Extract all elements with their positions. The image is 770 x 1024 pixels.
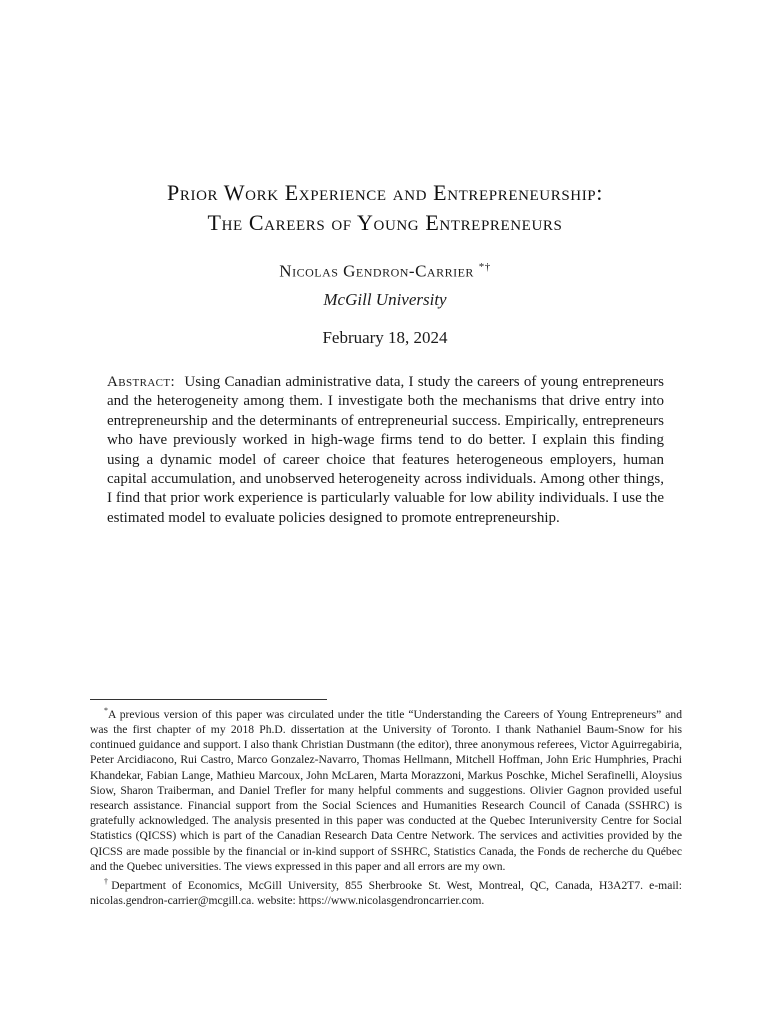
title-line-2: The Careers of Young Entrepreneurs xyxy=(207,210,563,235)
author-footnote-marks: *† xyxy=(478,261,491,273)
abstract-label: Abstract: xyxy=(107,374,176,390)
paper-title xyxy=(0,178,770,238)
footnote-2-mark: † xyxy=(104,877,112,887)
footnote-1-mark: * xyxy=(104,706,108,715)
footnote-2-text: Department of Economics, McGill University, 855 Sherbrooke St. West, Montreal, QC, Canada, H3A2T7. e-mail: nicolas.gendron-carrier@mcgill.ca. website: https://www.nicolasgendroncarrier.com. xyxy=(90,878,683,908)
author-name: Nicolas Gendron-Carrier xyxy=(279,261,474,281)
author-line xyxy=(0,261,770,282)
paper-date: February 18, 2024 xyxy=(322,328,448,347)
footnote-divider xyxy=(90,699,327,700)
affiliation: McGill University xyxy=(323,290,447,309)
title-line-1: Prior Work Experience and Entrepreneurship: xyxy=(167,180,603,205)
footnotes xyxy=(90,703,682,908)
abstract-text: Using Canadian administrative data, I study the careers of young entrepreneurs and the heterogeneity among them. I investigate both the mechanisms that drive entry into entrepreneurship and the determinants of entrepreneurial success. Empirically, entrepreneurs who have previously worked in high-wage firms tend to do better. I explain this finding using a dynamic model of career choice that features heterogeneous employers, human capital accumulation, and unobserved heterogeneity across individuals. Among other things, I find that prior work experience is particularly valuable for low ability individuals. I use the estimated model to evaluate policies designed to promote entrepreneurship. xyxy=(107,374,665,526)
footnote-1 xyxy=(90,703,682,874)
footnote-1-text: A previous version of this paper was circulated under the title “Understanding the Careers of Young Entrepreneurs” and was the first chapter of my 2018 Ph.D. dissertation at the University of Toronto. I thank Nathaniel Baum-Snow for his continued guidance and support. I also thank Christian Dustmann (the editor), three anonymous referees, Victor Aguirregabiria, Peter Arcidiacono, Rui Castro, Marco Gonzalez-Navarro, Thomas Hellmann, Mitchell Hoffman, John Eric Humphries, Prachi Khandekar, Fabian Lange, Mathieu Marcoux, John McLaren, Marta Morazzoni, Markus Poschke, Michel Serafinelli, Aloysius Siow, Sharon Traiberman, and Daniel Trefler for many helpful comments and suggestions. Olivier Gagnon provided useful research assistance. Financial support from the Social Sciences and Humanities Research Council of Canada (SSHRC) is gratefully acknowledged. The analysis presented in this paper was conducted at the Quebec Interuniversity Centre for Social Statistics (QICSS) which is part of the Canadian Research Data Centre Network. The services and activities provided by the QICSS are made possible by the financial or in-kind support of SSHRC, Statistics Canada, the Fonds de recherche du Québec and the Quebec universities. The views expressed in this paper and all errors are my own. xyxy=(90,707,682,873)
footnote-2 xyxy=(90,874,682,908)
abstract xyxy=(107,373,664,528)
